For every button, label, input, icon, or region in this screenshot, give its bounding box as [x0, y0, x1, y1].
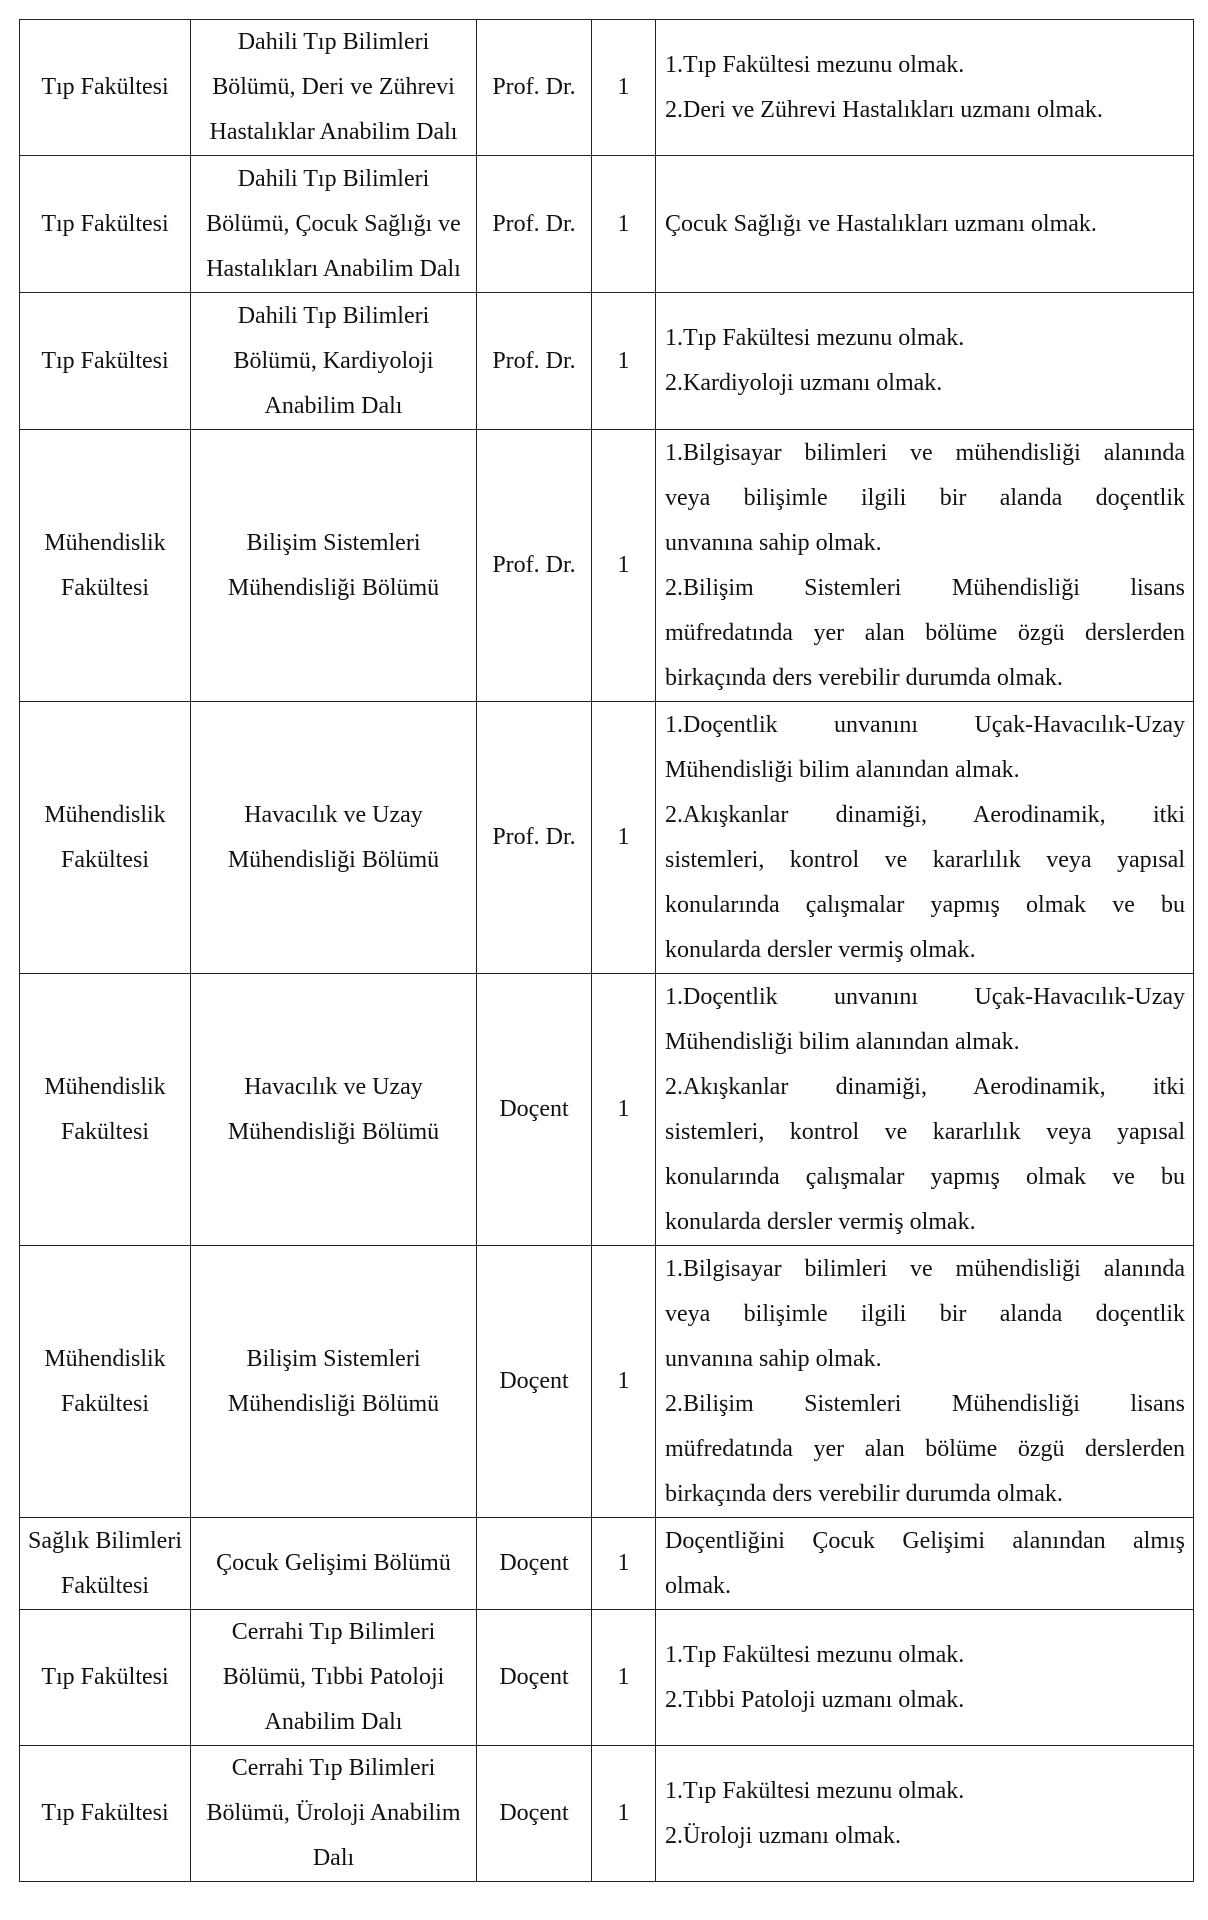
academic-title-cell: Doçent — [477, 1246, 592, 1518]
department-cell: Bilişim Sistemleri Mühendisliği Bölümü — [191, 1246, 477, 1518]
academic-title-cell: Prof. Dr. — [477, 156, 592, 293]
faculty-cell: Tıp Fakültesi — [20, 1610, 191, 1746]
department-cell: Cerrahi Tıp Bilimleri Bölümü, Tıbbi Patoloji Anabilim Dalı — [191, 1610, 477, 1746]
requirements-cell: 1.Doçentlik unvanını Uçak-Havacılık-Uzay Mühendisliği bilim alanından almak. 2.Akışkanlar dinamiği, Aerodinamik, itki sistemleri, kontrol ve kararlılık veya yapısal konularında çalışmalar yapmış olmak ve bu konularda dersler vermiş olmak. — [656, 974, 1194, 1246]
faculty-cell: Tıp Fakültesi — [20, 1746, 191, 1882]
academic-title-cell: Doçent — [477, 1518, 592, 1610]
table-body — [20, 20, 1194, 1882]
position-count-cell: 1 — [592, 1246, 656, 1518]
requirements-cell: 1.Bilgisayar bilimleri ve mühendisliği alanında veya bilişimle ilgili bir alanda doçentlik unvanına sahip olmak. 2.Bilişim Sistemleri Mühendisliği lisans müfredatında yer alan bölüme özgü derslerden birkaçında ders verebilir durumda olmak. — [656, 1246, 1194, 1518]
position-count-cell: 1 — [592, 293, 656, 430]
faculty-cell: Tıp Fakültesi — [20, 20, 191, 156]
academic-title-cell: Doçent — [477, 1610, 592, 1746]
table-row — [20, 293, 1194, 430]
table-row — [20, 702, 1194, 974]
department-cell: Havacılık ve Uzay Mühendisliği Bölümü — [191, 702, 477, 974]
table-row — [20, 1746, 1194, 1882]
table-row — [20, 156, 1194, 293]
faculty-cell: Tıp Fakültesi — [20, 293, 191, 430]
academic-title-cell: Prof. Dr. — [477, 20, 592, 156]
faculty-cell: Mühendislik Fakültesi — [20, 430, 191, 702]
academic-title-cell: Prof. Dr. — [477, 702, 592, 974]
position-count-cell: 1 — [592, 156, 656, 293]
table-row — [20, 1518, 1194, 1610]
department-cell: Havacılık ve Uzay Mühendisliği Bölümü — [191, 974, 477, 1246]
faculty-cell: Sağlık Bilimleri Fakültesi — [20, 1518, 191, 1610]
requirements-cell: Çocuk Sağlığı ve Hastalıkları uzmanı olmak. — [656, 156, 1194, 293]
requirements-cell: 1.Bilgisayar bilimleri ve mühendisliği alanında veya bilişimle ilgili bir alanda doçentlik unvanına sahip olmak. 2.Bilişim Sistemleri Mühendisliği lisans müfredatında yer alan bölüme özgü derslerden birkaçında ders verebilir durumda olmak. — [656, 430, 1194, 702]
department-cell: Cerrahi Tıp Bilimleri Bölümü, Üroloji Anabilim Dalı — [191, 1746, 477, 1882]
position-count-cell: 1 — [592, 430, 656, 702]
table-row — [20, 1246, 1194, 1518]
requirements-cell: 1.Tıp Fakültesi mezunu olmak. 2.Kardiyoloji uzmanı olmak. — [656, 293, 1194, 430]
position-count-cell: 1 — [592, 974, 656, 1246]
department-cell: Dahili Tıp Bilimleri Bölümü, Kardiyoloji Anabilim Dalı — [191, 293, 477, 430]
requirements-cell: Doçentliğini Çocuk Gelişimi alanından almış olmak. — [656, 1518, 1194, 1610]
requirements-cell: 1.Tıp Fakültesi mezunu olmak. 2.Üroloji uzmanı olmak. — [656, 1746, 1194, 1882]
table-row — [20, 974, 1194, 1246]
position-count-cell: 1 — [592, 1610, 656, 1746]
department-cell: Bilişim Sistemleri Mühendisliği Bölümü — [191, 430, 477, 702]
academic-title-cell: Prof. Dr. — [477, 293, 592, 430]
academic-title-cell: Doçent — [477, 974, 592, 1246]
table-row — [20, 20, 1194, 156]
department-cell: Çocuk Gelişimi Bölümü — [191, 1518, 477, 1610]
requirements-cell: 1.Doçentlik unvanını Uçak-Havacılık-Uzay Mühendisliği bilim alanından almak. 2.Akışkanlar dinamiği, Aerodinamik, itki sistemleri, kontrol ve kararlılık veya yapısal konularında çalışmalar yapmış olmak ve bu konularda dersler vermiş olmak. — [656, 702, 1194, 974]
academic-title-cell: Doçent — [477, 1746, 592, 1882]
table-row — [20, 1610, 1194, 1746]
faculty-cell: Mühendislik Fakültesi — [20, 974, 191, 1246]
department-cell: Dahili Tıp Bilimleri Bölümü, Çocuk Sağlığı ve Hastalıkları Anabilim Dalı — [191, 156, 477, 293]
faculty-cell: Mühendislik Fakültesi — [20, 702, 191, 974]
table-row — [20, 430, 1194, 702]
faculty-cell: Tıp Fakültesi — [20, 156, 191, 293]
faculty-cell: Mühendislik Fakültesi — [20, 1246, 191, 1518]
requirements-cell: 1.Tıp Fakültesi mezunu olmak. 2.Tıbbi Patoloji uzmanı olmak. — [656, 1610, 1194, 1746]
department-cell: Dahili Tıp Bilimleri Bölümü, Deri ve Zührevi Hastalıklar Anabilim Dalı — [191, 20, 477, 156]
position-count-cell: 1 — [592, 1518, 656, 1610]
requirements-cell: 1.Tıp Fakültesi mezunu olmak. 2.Deri ve Zührevi Hastalıkları uzmanı olmak. — [656, 20, 1194, 156]
position-count-cell: 1 — [592, 1746, 656, 1882]
position-count-cell: 1 — [592, 20, 656, 156]
positions-table — [19, 19, 1194, 1882]
academic-title-cell: Prof. Dr. — [477, 430, 592, 702]
position-count-cell: 1 — [592, 702, 656, 974]
